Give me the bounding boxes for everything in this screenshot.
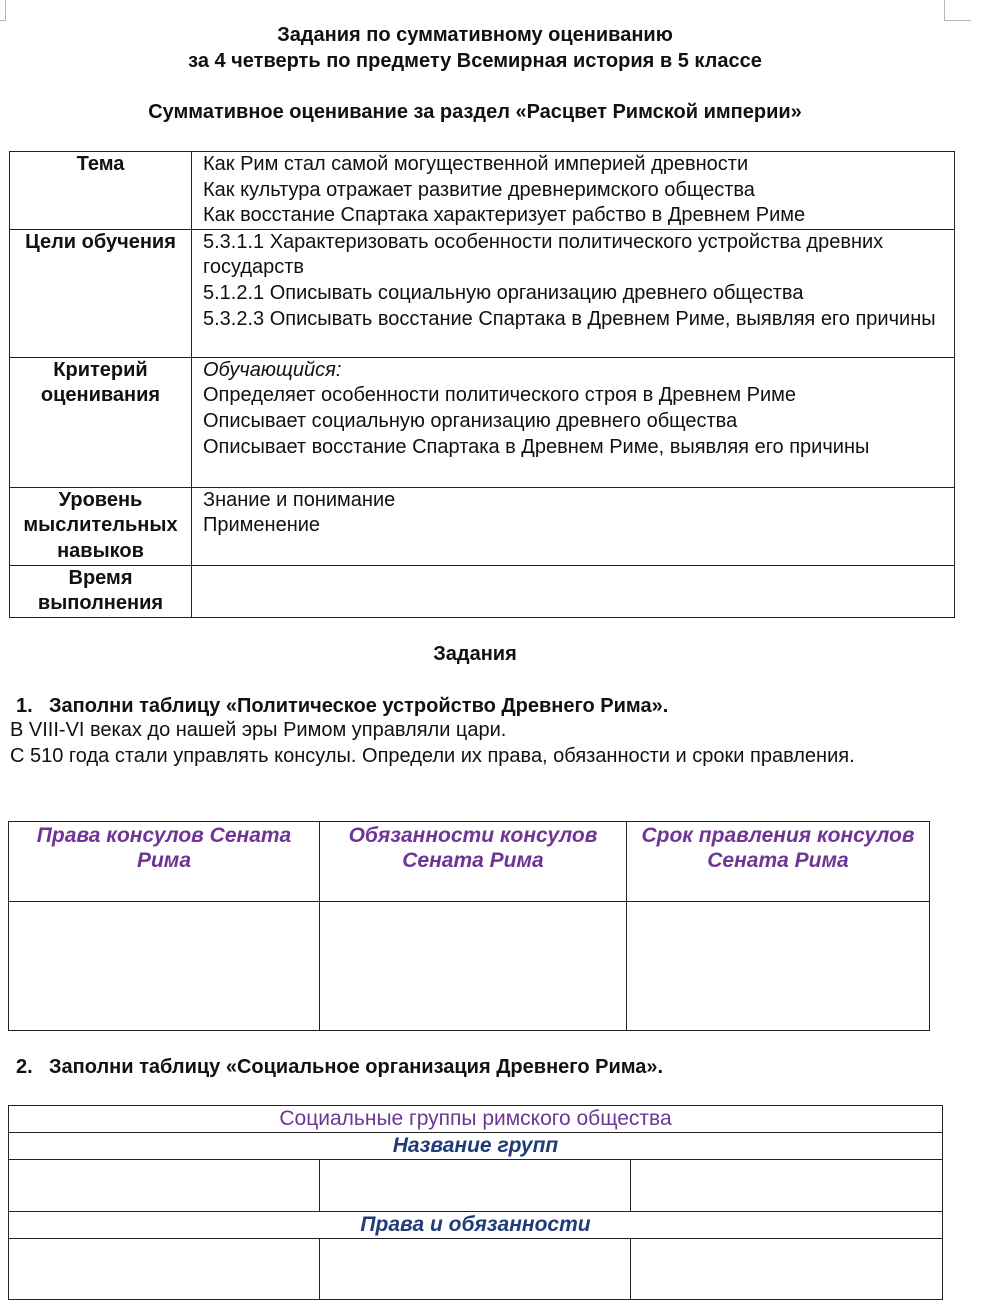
- column-header: Права консулов Сената Рима: [9, 822, 320, 902]
- task2-title: [16, 1054, 663, 1080]
- criteria-intro: Обучающийся:: [203, 358, 342, 381]
- task1-paragraph: В VIII-VI веках до нашей эры Римом управляли цари.: [10, 719, 507, 741]
- rights-answer-row: [9, 1239, 943, 1300]
- task2-title-text: Заполни таблицу «Социальное организация Древнего Рима».: [49, 1056, 664, 1078]
- answer-cell[interactable]: [320, 1160, 631, 1212]
- doc-title-line2: за 4 четверть по предмету Всемирная история в 5 классе: [188, 50, 762, 72]
- info-value-empty[interactable]: [192, 565, 955, 617]
- task1-number: 1.: [16, 695, 33, 717]
- criteria-line: Определяет особенности политического строя в Древнем Риме: [203, 384, 797, 407]
- answer-cell[interactable]: [631, 1160, 943, 1212]
- consuls-table: [8, 821, 930, 1031]
- info-row-time: [10, 565, 955, 617]
- skill-line: Знание и понимание: [203, 488, 396, 511]
- skill-line: Применение: [203, 514, 321, 537]
- tasks-heading: Задания: [433, 643, 517, 665]
- page-corner-mark-left: [0, 0, 6, 21]
- info-row-criteria: [10, 357, 955, 487]
- goal-line: 5.1.2.1 Описывать социальную организацию древнего общества: [203, 281, 804, 304]
- info-value: [192, 229, 955, 357]
- topic-line: Как Рим стал самой могущественной империей древности: [203, 153, 749, 175]
- topic-line: Как культура отражает развитие древнеримского общества: [203, 178, 755, 201]
- groups-label: Название групп: [9, 1133, 943, 1160]
- rights-label: Права и обязанности: [9, 1212, 943, 1239]
- social-groups-table: [8, 1105, 943, 1300]
- info-label: Тема: [10, 152, 192, 230]
- consuls-answer-row: [9, 902, 930, 1031]
- page-corner-mark-right: [944, 0, 971, 21]
- goal-line: 5.3.1.1 Характеризовать особенности политического устройства древних государств: [203, 230, 884, 279]
- info-label: Уровень мыслительных навыков: [10, 487, 192, 565]
- answer-cell[interactable]: [9, 1239, 320, 1300]
- rights-label-row: [9, 1212, 943, 1239]
- social-caption-row: [9, 1106, 943, 1133]
- doc-title-line1: Задания по суммативному оцениванию: [277, 24, 673, 46]
- consuls-header-row: [9, 822, 930, 902]
- info-row-goals: [10, 229, 955, 357]
- goal-line: 5.3.2.3 Описывать восстание Спартака в Древнем Риме, выявляя его причины: [203, 307, 936, 330]
- topic-line: Как восстание Спартака характеризует рабство в Древнем Риме: [203, 204, 806, 227]
- info-row-topic: [10, 152, 955, 230]
- section-title: Суммативное оценивание за раздел «Расцвет Римской империи»: [148, 101, 802, 123]
- answer-cell[interactable]: [320, 902, 627, 1031]
- answer-cell[interactable]: [9, 902, 320, 1031]
- column-header: Срок правления консулов Сената Рима: [627, 822, 930, 902]
- criteria-line: Описывает социальную организацию древнего общества: [203, 409, 738, 432]
- groups-label-row: [9, 1133, 943, 1160]
- info-value: [192, 357, 955, 487]
- task2-number: 2.: [16, 1056, 33, 1078]
- info-value: [192, 152, 955, 230]
- task1-title: [16, 693, 668, 719]
- info-label: Критерий оценивания: [10, 357, 192, 487]
- answer-cell[interactable]: [320, 1239, 631, 1300]
- table-caption: Социальные группы римского общества: [9, 1106, 943, 1133]
- info-value: [192, 487, 955, 565]
- task1-paragraph: С 510 года стали управлять консулы. Определи их права, обязанности и сроки правления.: [10, 745, 855, 767]
- criteria-line: Описывает восстание Спартака в Древнем Риме, выявляя его причины: [203, 435, 870, 458]
- info-label: Время выполнения: [10, 565, 192, 617]
- groups-answer-row: [9, 1160, 943, 1212]
- answer-cell[interactable]: [631, 1239, 943, 1300]
- info-row-skills: [10, 487, 955, 565]
- assessment-info-table: [9, 151, 955, 618]
- answer-cell[interactable]: [627, 902, 930, 1031]
- task1-title-text: Заполни таблицу «Политическое устройство Древнего Рима».: [49, 695, 669, 717]
- column-header: Обязанности консулов Сената Рима: [320, 822, 627, 902]
- answer-cell[interactable]: [9, 1160, 320, 1212]
- info-label: Цели обучения: [10, 229, 192, 357]
